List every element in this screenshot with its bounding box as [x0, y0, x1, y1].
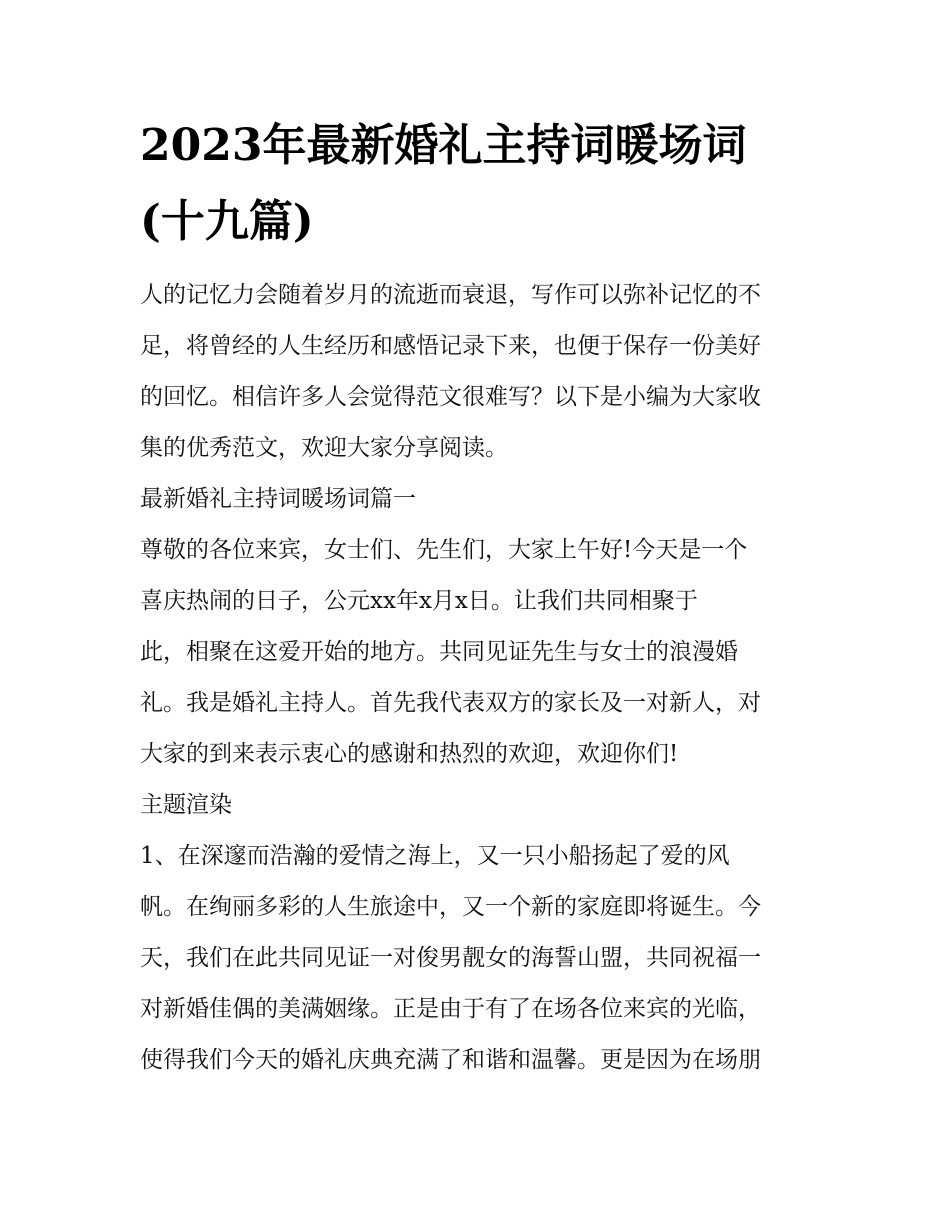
theme-line-2: 帆。在绚丽多彩的人生旅途中，又一个新的家庭即将诞生。今 — [140, 894, 761, 920]
title-line-1: 2023年最新婚礼主持词暖场词 — [140, 120, 747, 171]
intro-line-2: 足，将曾经的人生经历和感悟记录下来，也便于保存一份美好 — [140, 333, 761, 359]
theme-heading: 主题渲染 — [140, 792, 232, 818]
intro-line-1: 人的记忆力会随着岁月的流逝而衰退，写作可以弥补记忆的不 — [140, 282, 761, 308]
theme-line-5: 使得我们今天的婚礼庆典充满了和谐和温馨。更是因为在场朋 — [140, 1047, 761, 1073]
section-heading-1: 最新婚礼主持词暖场词篇一 — [140, 486, 416, 512]
greeting-line-2: 喜庆热闹的日子，公元xx年x月x日。让我们共同相聚于 — [140, 588, 698, 614]
greeting-line-4: 礼。我是婚礼主持人。首先我代表双方的家长及一对新人，对 — [140, 690, 761, 716]
greeting-line-1: 尊敬的各位来宾，女士们、先生们，大家上午好!今天是一个 — [140, 537, 748, 563]
greeting-line-5: 大家的到来表示衷心的感谢和热烈的欢迎，欢迎你们! — [140, 741, 679, 767]
theme-line-4: 对新婚佳偶的美满姻缘。正是由于有了在场各位来宾的光临， — [140, 996, 761, 1022]
greeting-line-3: 此，相聚在这爱开始的地方。共同见证先生与女士的浪漫婚 — [140, 639, 738, 665]
theme-line-1: 1、在深邃而浩瀚的爱情之海上，又一只小船扬起了爱的风 — [140, 843, 730, 869]
intro-line-4: 集的优秀范文，欢迎大家分享阅读。 — [140, 435, 508, 461]
intro-line-3: 的回忆。相信许多人会觉得范文很难写？以下是小编为大家收 — [140, 384, 761, 410]
title-line-2: (十九篇) — [140, 196, 314, 247]
document-body — [140, 270, 820, 1086]
theme-line-3: 天，我们在此共同见证一对俊男靓女的海誓山盟，共同祝福一 — [140, 945, 761, 971]
document-title — [140, 112, 820, 256]
document-page — [140, 112, 820, 1086]
